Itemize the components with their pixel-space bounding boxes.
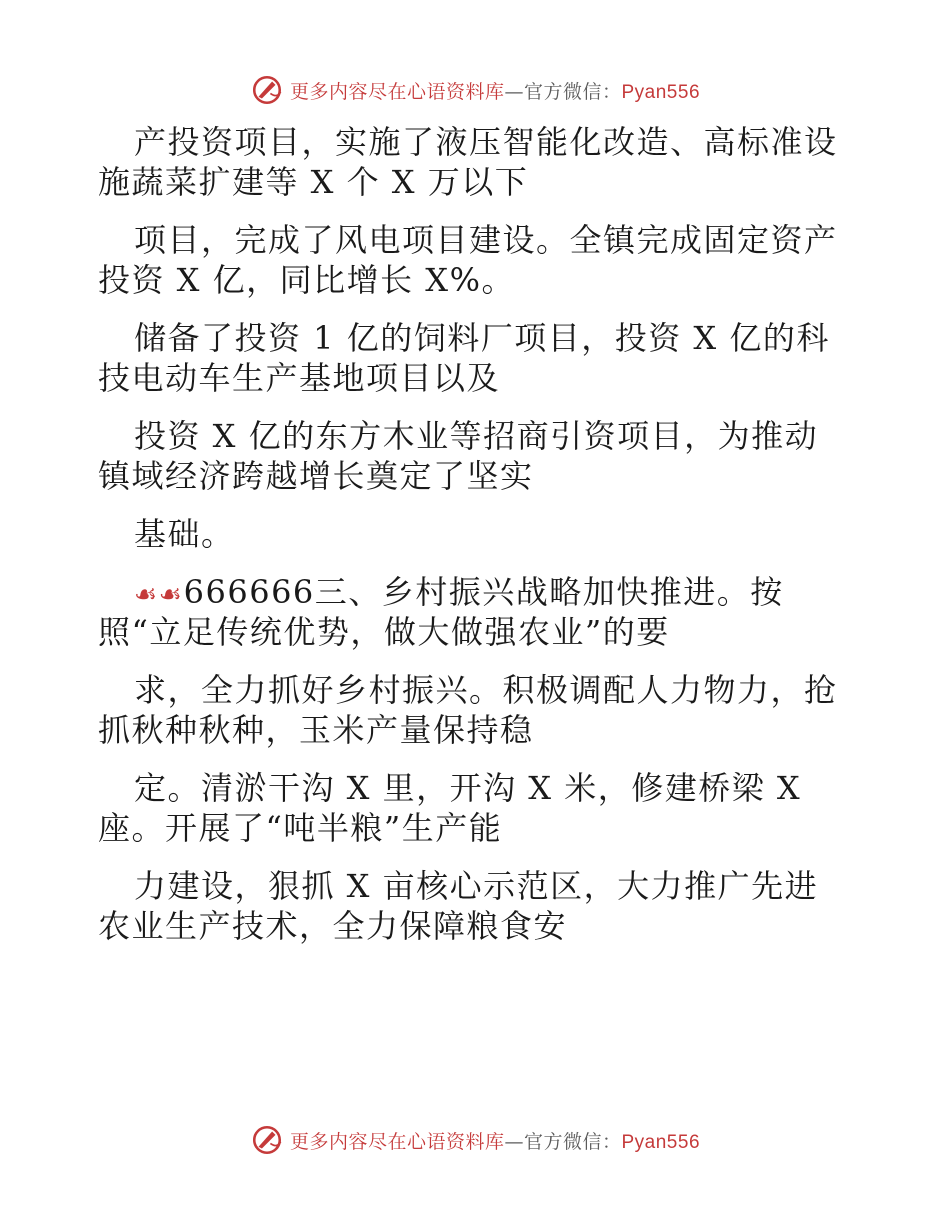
body-line: 项目，完成了风电项目建设。全镇完成固定资产 bbox=[134, 221, 838, 259]
body-line: 投资 X 亿，同比增长 X%。 bbox=[98, 261, 515, 299]
ornament-icon: ☙☙ bbox=[134, 580, 184, 610]
pen-logo-icon bbox=[250, 1123, 284, 1157]
pen-logo-icon bbox=[250, 73, 284, 107]
body-line: 镇域经济跨越增长奠定了坚实 bbox=[98, 457, 534, 495]
footer-promo bbox=[290, 1127, 700, 1154]
body-line-heading bbox=[98, 572, 868, 612]
body-line: 求，全力抓好乡村振兴。积极调配人力物力，抢 bbox=[134, 671, 838, 709]
header-wechat-id: Pyan556 bbox=[621, 81, 701, 103]
body-line: 抓秋种秋种，玉米产量保持稳 bbox=[98, 711, 534, 749]
body-line: 产投资项目，实施了液压智能化改造、高标准设 bbox=[134, 123, 838, 161]
footer-wechat-id: Pyan556 bbox=[621, 1131, 701, 1153]
body-line: 技电动车生产基地项目以及 bbox=[98, 359, 501, 397]
body-line: 储备了投资 1 亿的饲料厂项目，投资 X 亿的科 bbox=[134, 319, 830, 357]
footer-contact-label: —官方微信： bbox=[504, 1130, 622, 1153]
header-promo-text: 更多内容尽在心语资料库 bbox=[289, 80, 505, 103]
body-line: 基础。 bbox=[134, 515, 235, 553]
body-line: 施蔬菜扩建等 X 个 X 万以下 bbox=[98, 163, 529, 201]
body-line: 投资 X 亿的东方木业等招商引资项目，为推动 bbox=[134, 417, 819, 455]
header-contact-label: —官方微信： bbox=[504, 80, 622, 103]
header-banner bbox=[0, 70, 950, 110]
footer-promo-text: 更多内容尽在心语资料库 bbox=[289, 1130, 505, 1153]
document-body bbox=[98, 122, 868, 946]
body-line: 座。开展了“吨半粮”生产能 bbox=[98, 809, 503, 847]
body-line: 照“立足传统优势，做大做强农业”的要 bbox=[98, 613, 670, 651]
footer-banner bbox=[0, 1120, 950, 1160]
body-line: 力建设，狠抓 X 亩核心示范区，大力推广先进 bbox=[134, 867, 819, 905]
section-heading-text: 666666三、乡村振兴战略加快推进。按 bbox=[183, 573, 784, 611]
body-line: 定。清淤干沟 X 里，开沟 X 米，修建桥梁 X bbox=[134, 769, 802, 807]
header-promo bbox=[290, 77, 700, 104]
body-line: 农业生产技术，全力保障粮食安 bbox=[98, 907, 568, 945]
